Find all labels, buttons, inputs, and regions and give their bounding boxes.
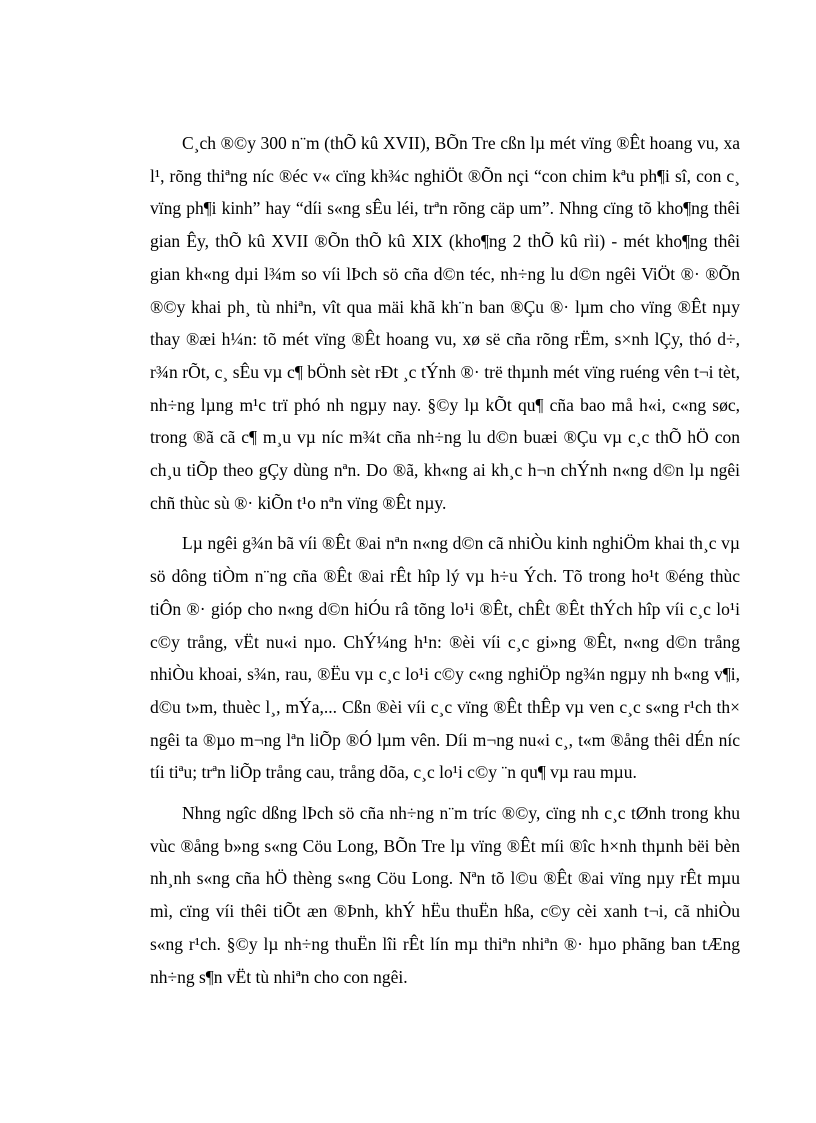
paragraph-farming-experience: Lµ ngêi g¾n bã víi ®Êt ®ai nªn n«ng d©n cã nhiÒu kinh nghiÖm khai th¸c vµ sö dông tiÒm n¨ng cña ®Êt ®ai rÊt hîp lý vµ h÷u Ých. Tõ trong ho¹t ®éng thùc tiÔn ®· gióp cho n«ng d©n hiÓu râ tõng lo¹i ®Êt, chÊt ®Êt thÝch hîp víi c¸c lo¹i c©y trång, vËt nu«i nµo. ChÝ¼ng h¹n: ®èi víi c¸c gi»ng ®Êt, n«ng d©n trång nhiÒu khoai, s¾n, rau, ®Ëu vµ c¸c lo¹i c©y c«ng nghiÖp ng¾n ngµy nh b«ng v¶i, d©u t»m, thuèc l¸, mÝa,... Cßn ®èi víi c¸c vïng ®Êt thÊp vµ ven c¸c s«ng r¹ch th× ngêi ta ®µo m¬ng lªn liÕp ®Ó lµm vên. Díi m¬ng nu«i c¸, t«m ®ång thêi dÉn níc tíi tiªu; trªn liÕp trång cau, trång dõa, c¸c lo¹i c©y ¨n qu¶ vµ rau mµu. bbox=[150, 533, 740, 783]
paragraph-history-settlement: C¸ch ®©y 300 n¨m (thÕ kû XVII), BÕn Tre cßn lµ mét vïng ®Êt hoang vu, xa l¹, rõng thiªng níc ®éc v« cïng kh¾c nghiÖt ®Õn nçi “con chim kªu ph¶i sî, con c¸ vïng ph¶i kinh” hay “díi s«ng sÊu léi, trªn rõng cäp um”. Nhng cïng tõ kho¶ng thêi gian Êy, thÕ kû XVII ®Õn thÕ kû XIX (kho¶ng 2 thÕ kû rìi) - mét kho¶ng thêi gian kh«ng dµi l¾m so víi lÞch sö cña d©n téc, nh÷ng lu d©n ngêi ViÖt ®· ®Õn ®©y khai ph¸ tù nhiªn, vît qua mäi khã kh¨n ban ®Çu ®· lµm cho vïng ®Êt nµy thay ®æi h¼n: tõ mét vïng ®Êt hoang vu, xø së cña rõng rËm, s×nh lÇy, thó d÷, r¾n rÕt, c¸ sÊu vµ c¶ bÖnh sèt rÐt ¸c tÝnh ®· trë thµnh mét vïng ruéng vên t¬i tèt, nh÷ng lµng m¹c trï phó nh ngµy nay. §©y lµ kÕt qu¶ cña bao må h«i, c«ng søc, trong ®ã cã c¶ m¸u vµ níc m¾t cña nh÷ng lu d©n buæi ®Çu vµ c¸c thÕ hÖ con ch¸u tiÕp theo gÇy dùng nªn. Do ®ã, kh«ng ai kh¸c h¬n chÝnh n«ng d©n lµ ngêi chñ thùc sù ®· kiÕn t¹o nªn vïng ®Êt nµy. bbox=[150, 133, 740, 513]
document-page bbox=[150, 127, 740, 993]
paragraph-natural-conditions: Nhng ngîc dßng lÞch sö cña nh÷ng n¨m tríc ®©y, cïng nh c¸c tØnh trong khu vùc ®ång b»ng s«ng Cöu Long, BÕn Tre lµ vïng ®Êt míi ®îc h×nh thµnh bëi bèn nh¸nh s«ng cña hÖ thèng s«ng Cöu Long. Nªn tõ l©u ®Êt ®ai vïng nµy rÊt mµu mì, cïng víi thêi tiÕt æn ®Þnh, khÝ hËu thuËn hßa, c©y cèi xanh t¬i, cã nhiÒu s«ng r¹ch. §©y lµ nh÷ng thuËn lîi rÊt lín mµ thiªn nhiªn ®· hµo phãng ban tÆng nh÷ng s¶n vËt tù nhiªn cho con ngêi. bbox=[150, 803, 740, 987]
